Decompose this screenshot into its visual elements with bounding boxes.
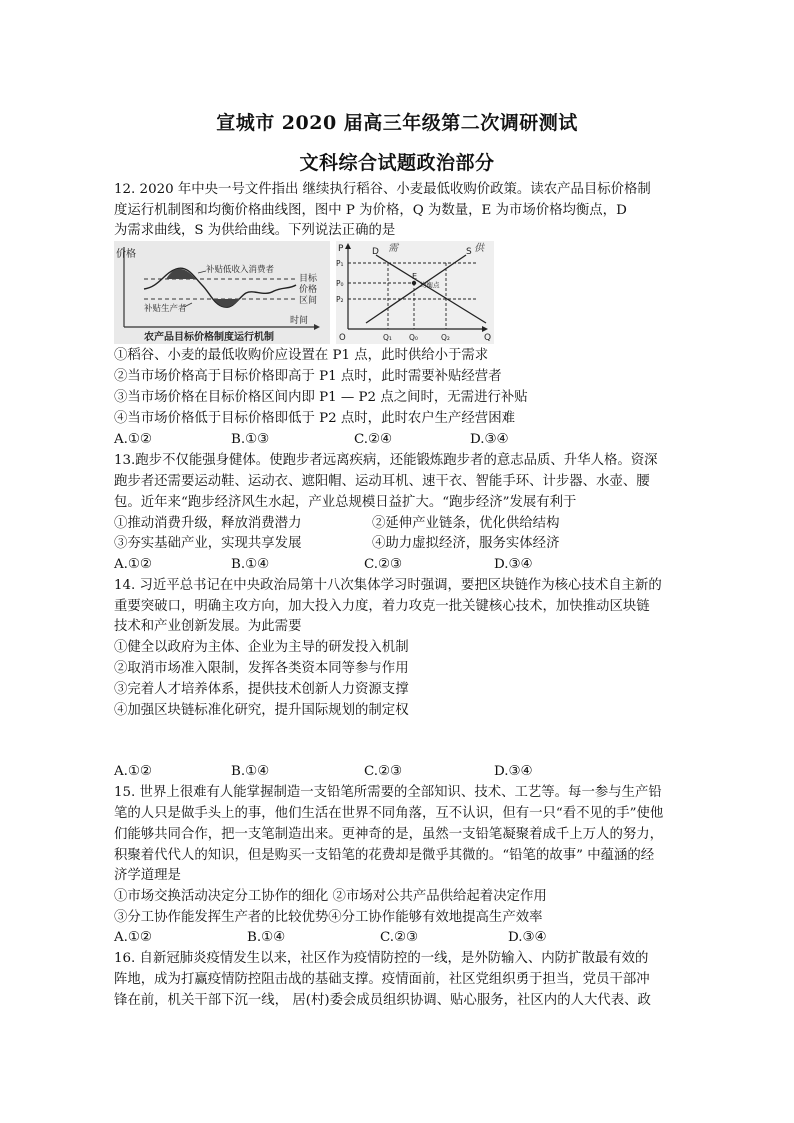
q13-statement: ①推动消费升级，释放消费潜力 bbox=[114, 516, 302, 531]
q12-statement: ③当市场价格在目标价格区间内即 P1 — P2 点之间时，无需进行补贴 bbox=[114, 390, 528, 405]
p-tick-label: P₂ bbox=[336, 295, 344, 304]
q14-stem-line: 14. 习近平总书记在中央政治局第十八次集体学习时强调，要把区块链作为核心技术自主新的 bbox=[114, 578, 662, 593]
option-d[interactable]: D.③④ bbox=[494, 557, 533, 572]
q13-stem-line: 包。近年来“跑步经济风生水起，产业总规模日益扩大。“跑步经济”发展有利于 bbox=[114, 495, 577, 510]
option-d[interactable]: D.③④ bbox=[470, 432, 509, 447]
q13-options bbox=[114, 555, 684, 575]
q13-statement-row bbox=[114, 534, 684, 554]
option-c[interactable]: C.②④ bbox=[354, 432, 393, 447]
q12-stem-line: 12. 2020 年中央一号文件指出 继续执行稻谷、小麦最低收购价政策。读农产品目标价格制 bbox=[114, 182, 651, 197]
chart-caption: 农产品目标价格制度运行机制 bbox=[144, 332, 274, 343]
q15-statement: ①市场交换活动决定分工协作的细化 ②市场对公共产品供给起着决定作用 bbox=[114, 889, 547, 904]
q16-stem-line: 16. 自新冠肺炎疫情发生以来，社区作为疫情防控的一线，是外防输入、内防扩散最有效的 bbox=[114, 951, 649, 966]
q-tick-label: Q₂ bbox=[441, 333, 450, 342]
page-title: 宣城市 2020 届高三年级第二次调研测试 bbox=[216, 112, 578, 134]
subsidy-producer-label: 补贴生产者 bbox=[144, 304, 187, 314]
option-a[interactable]: A.①② bbox=[114, 764, 152, 779]
q14-options bbox=[114, 762, 684, 782]
option-c[interactable]: C.②③ bbox=[364, 764, 403, 779]
q-tick-label: Q₀ bbox=[409, 333, 418, 342]
option-d[interactable]: D.③④ bbox=[508, 930, 547, 945]
q12-stem-line: 度运行机制图和均衡价格曲线图，图中 P 为价格，Q 为数量，E 为市场价格均衡点，D bbox=[114, 203, 627, 218]
q12-stem-line: 为需求曲线，S 为供给曲线。下列说法正确的是 bbox=[114, 223, 396, 238]
option-b[interactable]: B.①④ bbox=[247, 930, 286, 945]
q14-statement: ④加强区块链标准化研究，提升国际规划的制定权 bbox=[114, 703, 409, 718]
equilibrium-note: 均衡点 bbox=[420, 281, 440, 289]
page-subtitle: 文科综合试题政治部分 bbox=[299, 152, 495, 174]
q14-statement: ①健全以政府为主体、企业为主导的研发投入机制 bbox=[114, 640, 409, 655]
demand-curve-label: D bbox=[372, 247, 379, 257]
q13-statement: ②延伸产业链条，优化供给结构 bbox=[372, 516, 560, 531]
q13-statement: ③夯实基础产业，实现共享发展 bbox=[114, 536, 302, 551]
q12-figure bbox=[114, 241, 494, 344]
q12-statement: ①稻谷、小麦的最低收购价应设置在 P1 点，此时供给小于需求 bbox=[114, 348, 489, 363]
q16-stem-line: 锋在前，机关干部下沉一线， 居(村)委会成员组织协调、贴心服务，社区内的人大代表、政 bbox=[114, 993, 651, 1008]
q13-statement-row bbox=[114, 514, 684, 534]
handwritten-note: 需 bbox=[388, 243, 398, 254]
q13-statement: ④助力虚拟经济，服务实体经济 bbox=[372, 536, 560, 551]
q15-stem-line: 笔的人只是做手头上的事，他们生活在世界不同角落，互不认识，但有一只“看不见的手”使他 bbox=[114, 806, 664, 821]
option-b[interactable]: B.①④ bbox=[231, 557, 270, 572]
band-label-line: 价格 bbox=[299, 285, 318, 295]
chart-y-label: 价格 bbox=[116, 249, 136, 260]
q13-stem-line: 13.跑步不仅能强身健体。使跑步者远离疾病，还能锻炼跑步者的意志品质、升华人格。资深 bbox=[114, 453, 658, 468]
band-label-line: 目标 bbox=[299, 274, 318, 284]
option-a[interactable]: A.①② bbox=[114, 557, 152, 572]
q15-stem-line: 济学道理是 bbox=[114, 868, 181, 883]
handwritten-note: 供 bbox=[474, 243, 484, 254]
q12-statement: ②当市场价格高于目标价格即高于 P1 点时，此时需要补贴经营者 bbox=[114, 369, 502, 384]
axis-p-label: P bbox=[338, 244, 344, 254]
option-d[interactable]: D.③④ bbox=[494, 764, 533, 779]
option-a[interactable]: A.①② bbox=[114, 432, 152, 447]
q15-statement: ③分工协作能发挥生产者的比较优势④分工协作能够有效地提高生产效率 bbox=[114, 910, 543, 925]
equilibrium-point-label: E bbox=[412, 272, 418, 281]
axis-q-label: Q bbox=[484, 333, 492, 343]
band-label-line: 区间 bbox=[299, 296, 318, 306]
option-c[interactable]: C.②③ bbox=[380, 930, 419, 945]
q14-statement: ③完着人才培养体系，提供技术创新人力资源支撑 bbox=[114, 682, 409, 697]
option-b[interactable]: B.①③ bbox=[231, 432, 270, 447]
q12-options bbox=[114, 430, 684, 450]
supply-curve-label: S bbox=[466, 247, 472, 257]
target-price-mechanism-chart bbox=[114, 241, 330, 344]
origin-label: O bbox=[339, 333, 346, 343]
option-c[interactable]: C.②③ bbox=[364, 557, 403, 572]
equilibrium-price-chart bbox=[336, 241, 494, 344]
option-b[interactable]: B.①④ bbox=[231, 764, 270, 779]
q13-stem-line: 跑步者还需要运动鞋、运动衣、遮阳帽、运动耳机、速干衣、智能手环、计步器、水壶、腰 bbox=[114, 474, 650, 489]
q-tick-label: Q₁ bbox=[383, 333, 392, 342]
q14-statement: ②取消市场准入限制，发挥各类资本同等参与作用 bbox=[114, 661, 409, 676]
q15-stem-line: 15. 世界上很难有人能掌握制造一支铅笔所需要的全部知识、技术、工艺等。每一参与生产铅 bbox=[114, 785, 662, 800]
q15-stem-line: 积聚着代代人的知识，但是购买一支铅笔的花费却是微乎其微的。“铅笔的故事” 中蕴涵的经 bbox=[114, 848, 655, 863]
q14-stem-line: 重要突破口，明确主攻方向，加大投入力度，着力攻克一批关键核心技术，加快推动区块链 bbox=[114, 599, 650, 614]
subsidy-consumer-label: 补贴低收入消费者 bbox=[206, 265, 275, 275]
q15-stem-line: 们能够共同合作，把一支笔制造出来。更神奇的是，虽然一支铅笔凝聚着成千上万人的努力， bbox=[114, 827, 664, 842]
option-a[interactable]: A.①② bbox=[114, 930, 152, 945]
q15-options bbox=[114, 928, 684, 948]
q16-stem-line: 阵地，成为打赢疫情防控阻击战的基础支撑。疫情面前，社区党组织勇于担当，党员干部冲 bbox=[114, 972, 650, 987]
p-tick-label: P₁ bbox=[336, 259, 344, 268]
q12-statement: ④当市场价格低于目标价格即低于 P2 点时，此时农户生产经营困难 bbox=[114, 411, 515, 426]
q14-stem-line: 技术和产业创新发展。为此需要 bbox=[114, 619, 302, 634]
p-tick-label: P₀ bbox=[336, 279, 344, 288]
chart-x-label: 时间 bbox=[290, 316, 309, 326]
